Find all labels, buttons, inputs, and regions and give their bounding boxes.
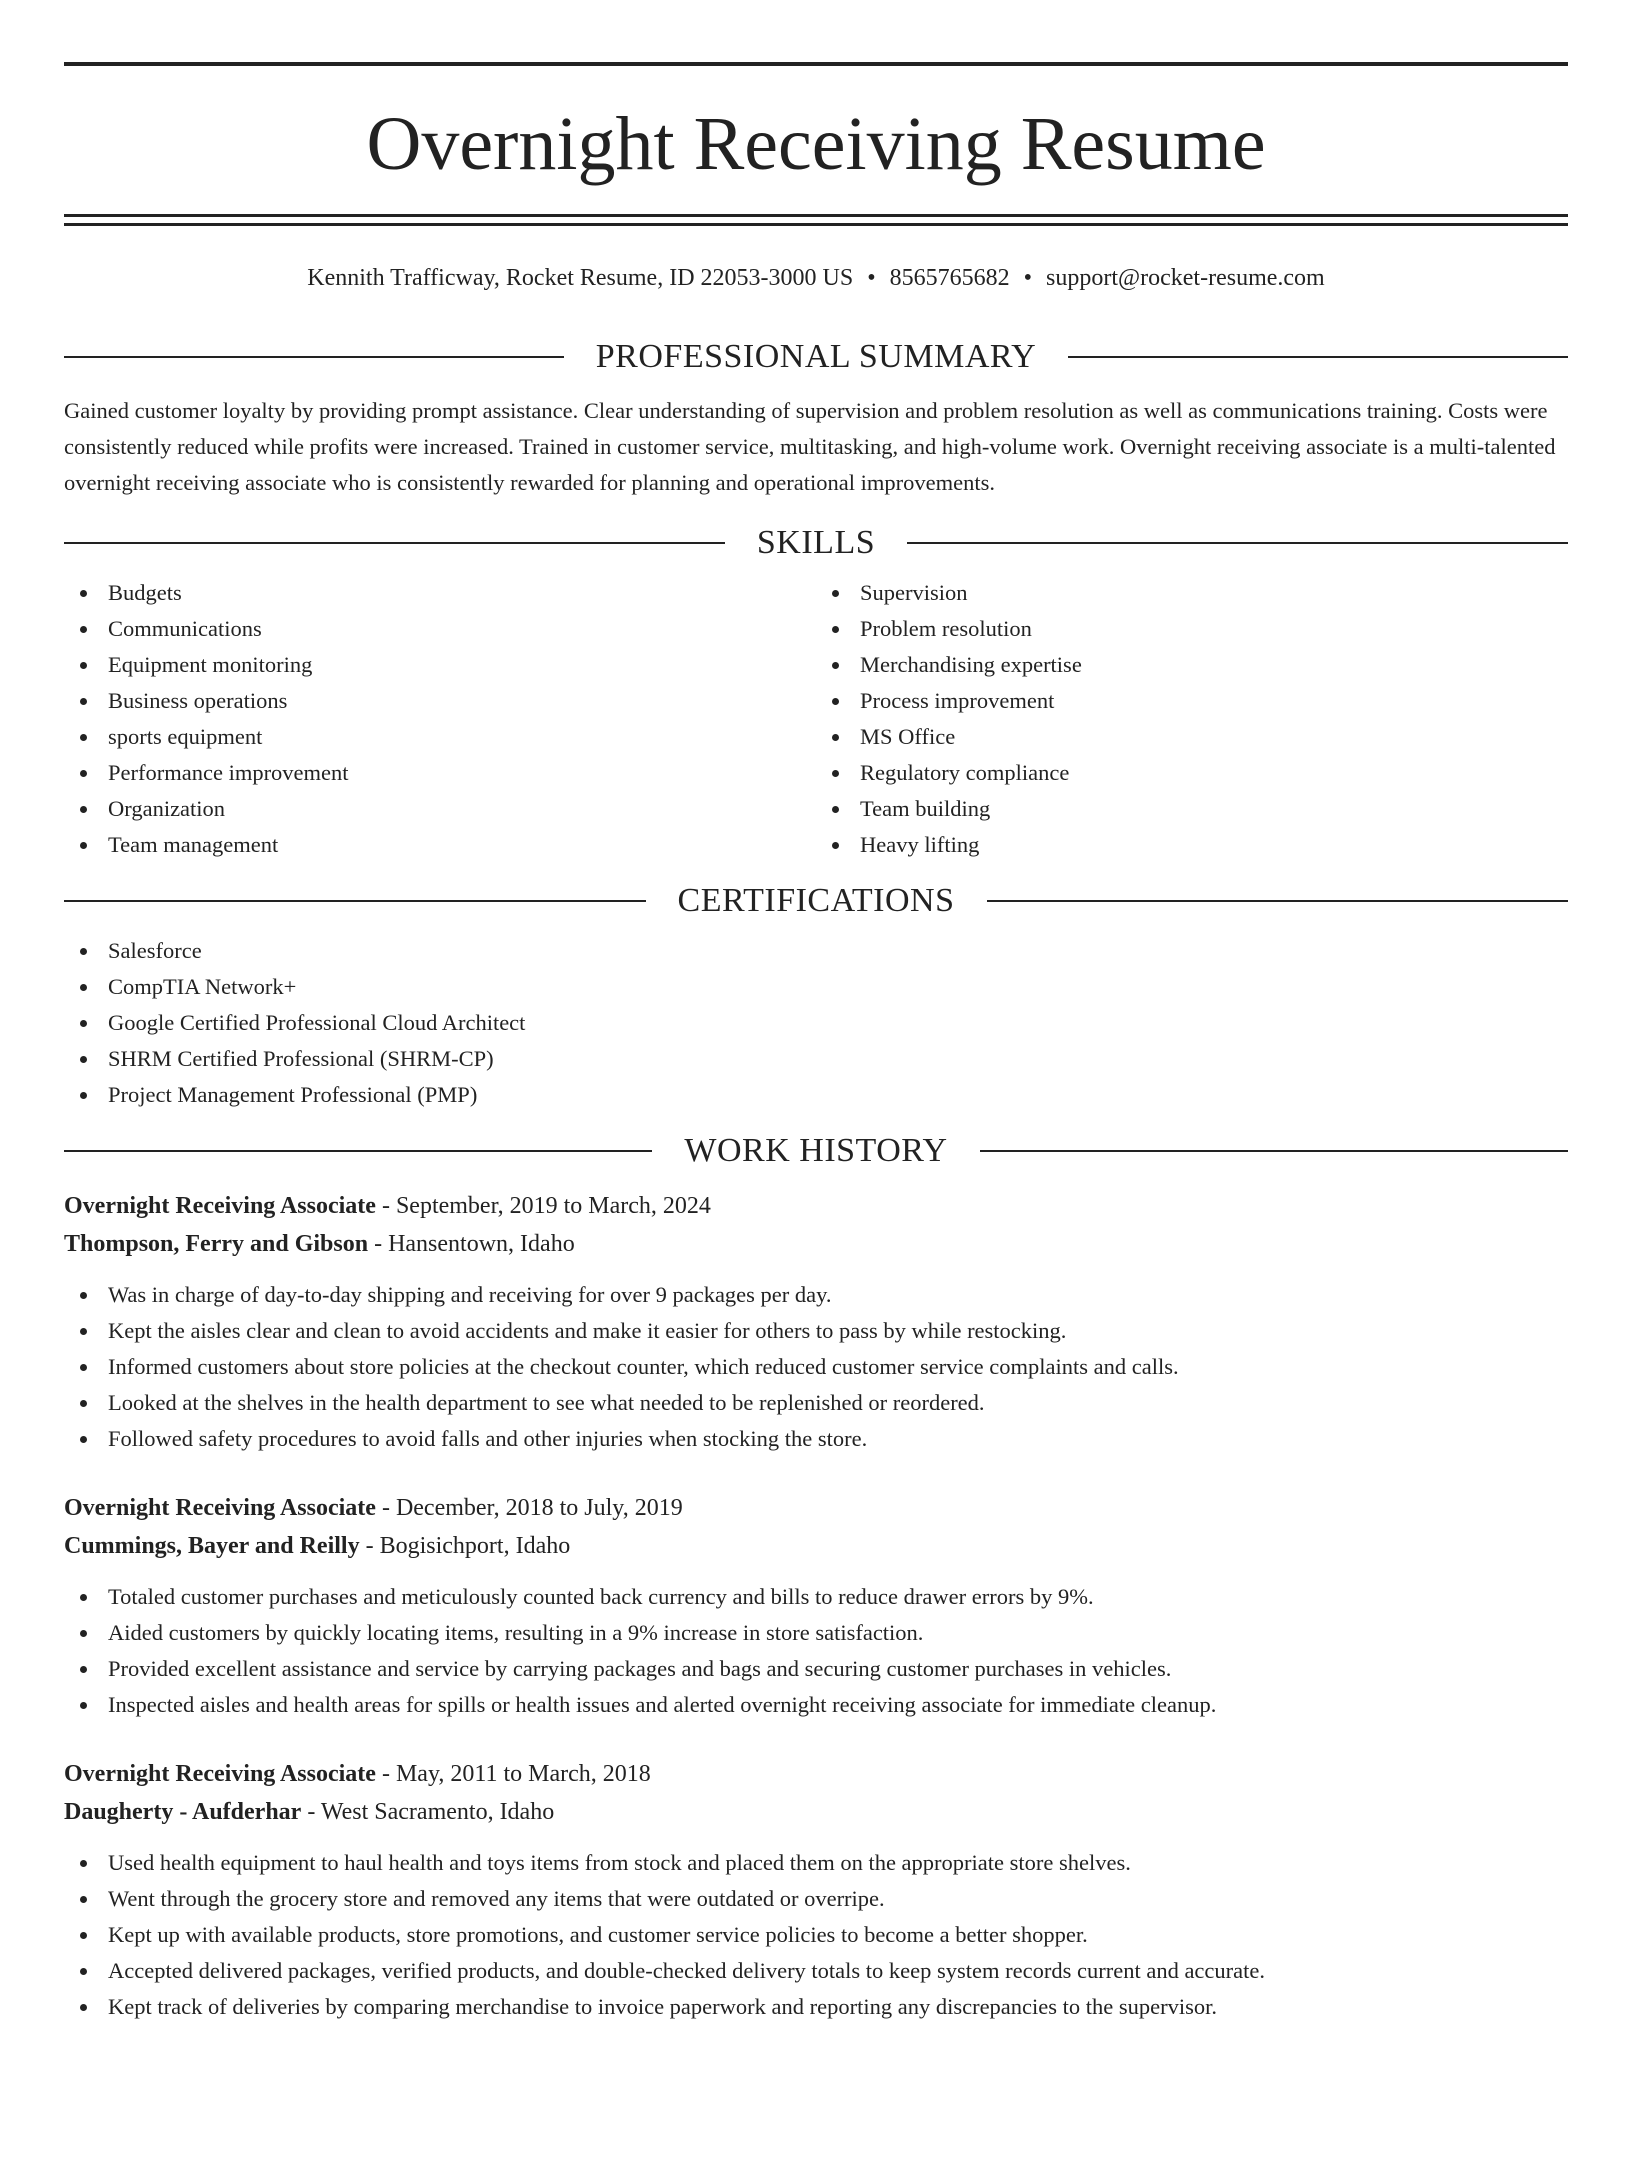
certifications-section-header [64,877,1568,925]
divider-line [980,1150,1568,1152]
job-dates: - December, 2018 to July, 2019 [375,1495,683,1521]
job-title-line [64,1755,1568,1793]
divider-line [64,542,725,544]
skill-item: Team management [64,827,816,863]
skills-section-header [64,519,1568,567]
certification-item: Project Management Professional (PMP) [64,1077,1568,1113]
divider-line [64,900,646,902]
contact-email[interactable]: support@rocket-resume.com [1046,265,1325,291]
contact-line [64,260,1568,296]
contact-separator: • [867,265,876,291]
title-double-rule [64,214,1568,226]
skills-heading: SKILLS [756,524,876,561]
job-bullet: Kept up with available products, store promotions, and customer service policies to become a better shopper. [64,1917,1568,1953]
job-bullet: Accepted delivered packages, verified products, and double-checked delivery totals to keep system records current and accurate. [64,1953,1568,1989]
job-location: - West Sacramento, Idaho [301,1799,555,1825]
job-entry [64,1489,1568,1723]
skill-item: Merchandising expertise [816,647,1568,683]
skill-item: Heavy lifting [816,827,1568,863]
job-dates: - May, 2011 to March, 2018 [375,1761,651,1787]
certification-item: CompTIA Network+ [64,969,1568,1005]
skill-item: Process improvement [816,683,1568,719]
skill-item: Performance improvement [64,755,816,791]
job-company-line [64,1793,1568,1831]
job-bullet: Provided excellent assistance and service by carrying packages and bags and securing customer purchases in vehicles. [64,1651,1568,1687]
job-bullet: Went through the grocery store and removed any items that were outdated or overripe. [64,1881,1568,1917]
skill-item: Business operations [64,683,816,719]
skill-item: MS Office [816,719,1568,755]
job-company: Cummings, Bayer and Reilly [64,1533,360,1559]
job-role: Overnight Receiving Associate [64,1761,376,1787]
skill-item: Equipment monitoring [64,647,816,683]
skill-item: Communications [64,611,816,647]
job-role: Overnight Receiving Associate [64,1193,376,1219]
job-bullet: Used health equipment to haul health and toys items from stock and placed them on the appropriate store shelves. [64,1845,1568,1881]
top-rule [64,62,1568,66]
job-bullet: Informed customers about store policies at the checkout counter, which reduced customer service complaints and calls. [64,1349,1568,1385]
skill-item: Problem resolution [816,611,1568,647]
skills-column-right [816,575,1568,863]
job-company-line [64,1527,1568,1565]
job-bullet: Inspected aisles and health areas for spills or health issues and alerted overnight receiving associate for immediate cleanup. [64,1687,1568,1723]
contact-address: Kennith Trafficway, Rocket Resume, ID 22053-3000 US [307,265,854,291]
skills-list-left [64,575,816,863]
job-location: - Hansentown, Idaho [368,1231,575,1257]
certifications-heading: CERTIFICATIONS [677,882,955,919]
certifications-list [64,933,1568,1113]
certification-item: Google Certified Professional Cloud Architect [64,1005,1568,1041]
divider-line [907,542,1568,544]
skill-item: Team building [816,791,1568,827]
work-heading: WORK HISTORY [684,1132,948,1169]
divider-line [1068,356,1568,358]
job-entry [64,1187,1568,1457]
divider-line [64,1150,652,1152]
job-role: Overnight Receiving Associate [64,1495,376,1521]
job-entry [64,1755,1568,2025]
job-location: - Bogisichport, Idaho [359,1533,571,1559]
skills-grid [64,575,1568,863]
job-bullet: Looked at the shelves in the health department to see what needed to be replenished or reordered. [64,1385,1568,1421]
work-section-header [64,1127,1568,1175]
job-bullets [64,1845,1568,2025]
job-bullet: Aided customers by quickly locating items, resulting in a 9% increase in store satisfaction. [64,1615,1568,1651]
job-company: Thompson, Ferry and Gibson [64,1231,369,1257]
job-bullet: Followed safety procedures to avoid falls and other injuries when stocking the store. [64,1421,1568,1457]
job-bullets [64,1277,1568,1457]
summary-heading: PROFESSIONAL SUMMARY [595,338,1037,375]
job-bullets [64,1579,1568,1723]
divider-line [987,900,1569,902]
job-bullet: Kept the aisles clear and clean to avoid accidents and make it easier for others to pass by while restocking. [64,1313,1568,1349]
skill-item: Supervision [816,575,1568,611]
job-title-line [64,1489,1568,1527]
skill-item: Regulatory compliance [816,755,1568,791]
job-dates: - September, 2019 to March, 2024 [375,1193,711,1219]
summary-section-header [64,333,1568,381]
contact-separator: • [1023,265,1033,291]
contact-phone: 8565765682 [889,265,1010,291]
certification-item: Salesforce [64,933,1568,969]
job-company: Daugherty - Aufderhar [64,1799,302,1825]
job-title-line [64,1187,1568,1225]
summary-text: Gained customer loyalty by providing prompt assistance. Clear understanding of supervision and problem resolution as well as communications training. Costs were consistently reduced while profits were increased. Trained in customer service, multitasking, and high-volume work. Overnight receiving associate is a multi-talented overnight receiving associate who is consistently rewarded for planning and operational improvements. [64,398,1556,495]
skill-item: Budgets [64,575,816,611]
job-company-line [64,1225,1568,1263]
resume-title: Overnight Receiving Resume [366,102,1266,186]
job-bullet: Kept track of deliveries by comparing merchandise to invoice paperwork and reporting any discrepancies to the supervisor. [64,1989,1568,2025]
skill-item: Organization [64,791,816,827]
skills-list-right [816,575,1568,863]
divider-line [64,356,564,358]
job-bullet: Was in charge of day-to-day shipping and receiving for over 9 packages per day. [64,1277,1568,1313]
skills-column-left [64,575,816,863]
resume-page [0,62,1632,2174]
job-bullet: Totaled customer purchases and meticulously counted back currency and bills to reduce drawer errors by 9%. [64,1579,1568,1615]
certification-item: SHRM Certified Professional (SHRM-CP) [64,1041,1568,1077]
skill-item: sports equipment [64,719,816,755]
